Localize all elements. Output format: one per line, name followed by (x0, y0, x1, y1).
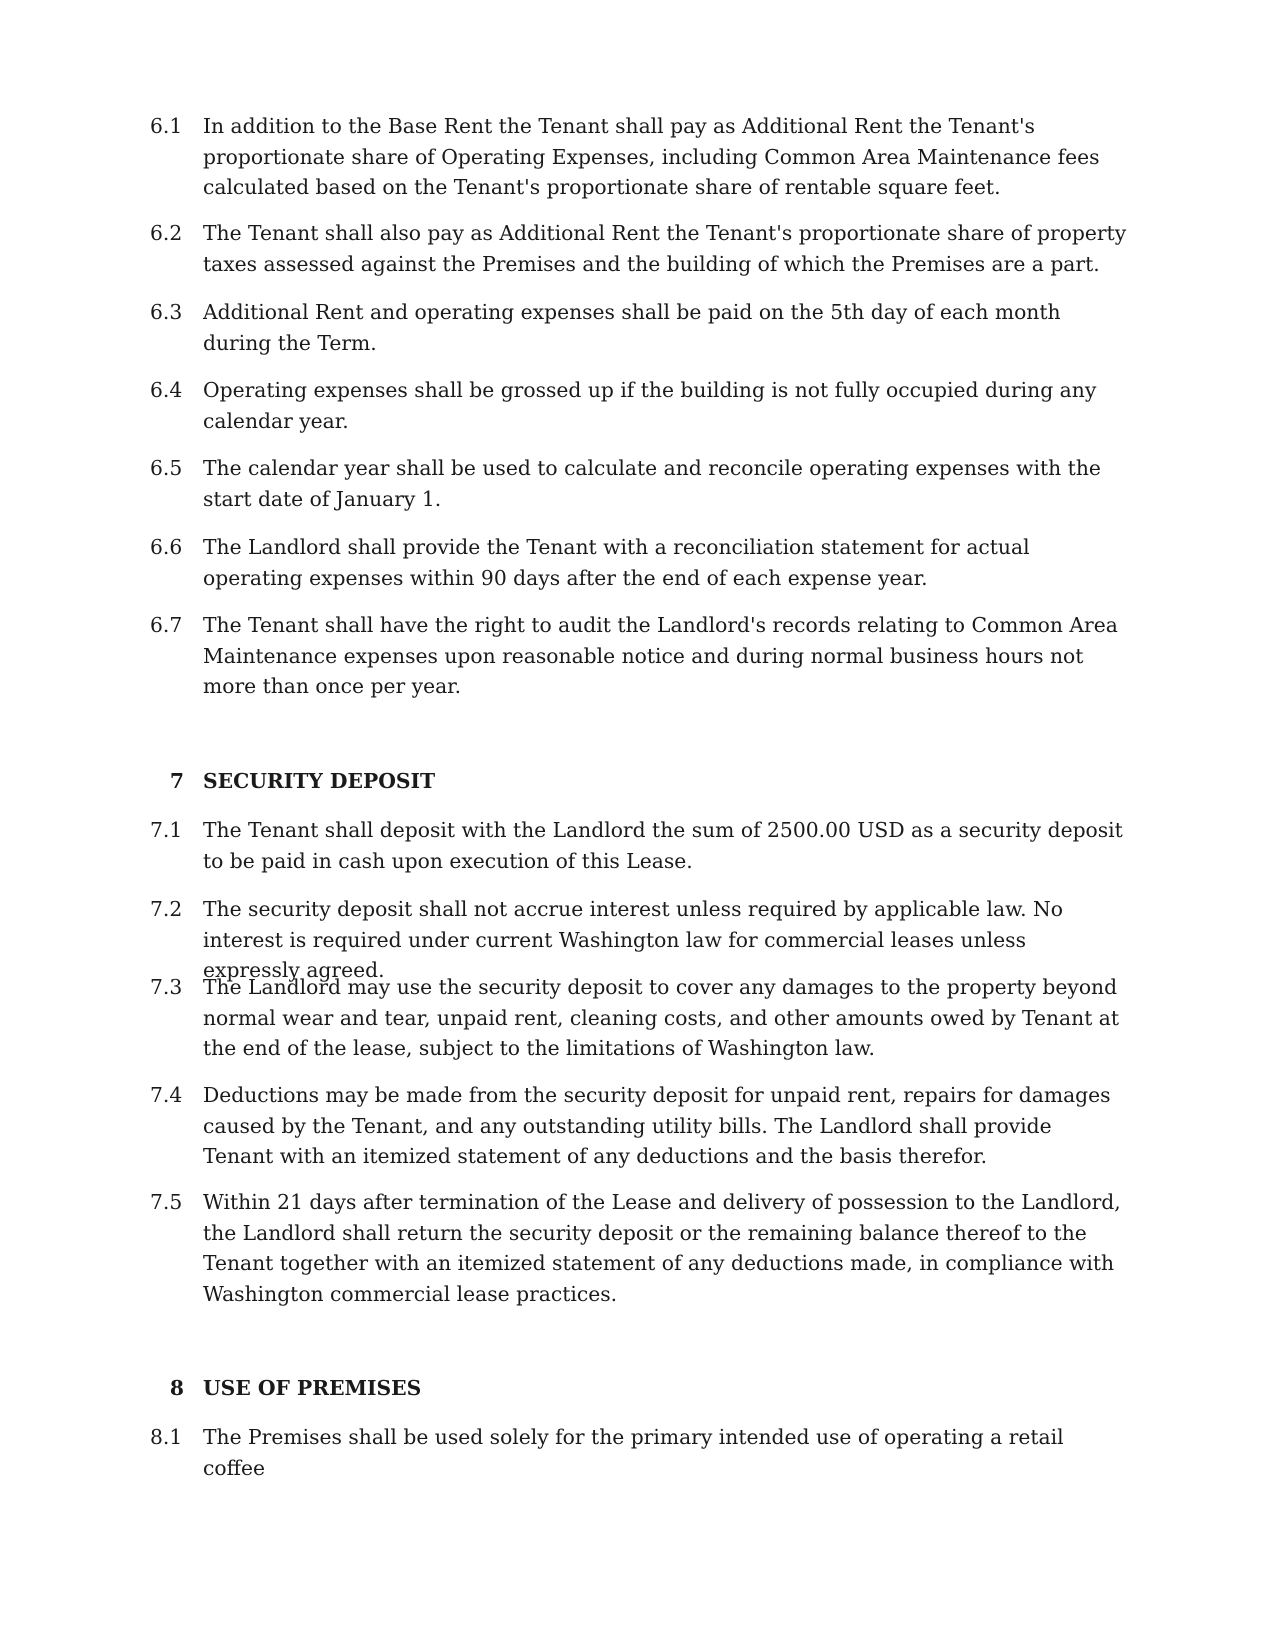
clause-number: 7.2 (150, 897, 183, 921)
clause-text: The Landlord may use the security deposit to cover any damages to the property beyond normal wear and tear, unpaid rent, cleaning costs, and other amounts owed by Tenant at the end of the lease, subject to the limitations of Washington law. (203, 975, 1120, 1060)
clause-6-6 (150, 532, 1130, 593)
clause-number: 6.5 (150, 456, 183, 480)
clause-number: 6.6 (150, 535, 183, 559)
clause-number: 7.4 (150, 1083, 183, 1107)
clause-number: 6.1 (150, 114, 183, 138)
section-title: USE OF PREMISES (203, 1376, 422, 1400)
clause-number: 7.5 (150, 1190, 183, 1214)
clause-text: The Tenant shall also pay as Additional Rent the Tenant's proportionate share of property taxes assessed against the Premises and the building of which the Premises are a part. (203, 221, 1127, 276)
clause-6-5 (150, 453, 1130, 514)
clause-number: 6.4 (150, 378, 183, 402)
section-number: 7 (169, 769, 184, 793)
clause-6-7 (150, 610, 1130, 702)
section-title: SECURITY DEPOSIT (203, 769, 436, 793)
clause-number: 6.3 (150, 300, 183, 324)
clause-6-1 (150, 111, 1130, 203)
clause-6-3 (150, 297, 1130, 358)
clause-text: In addition to the Base Rent the Tenant shall pay as Additional Rent the Tenant's proportionate share of Operating Expenses, including Common Area Maintenance fees calculated based on the Tenant's proportionate share of rentable square feet. (203, 114, 1100, 199)
clause-text: The calendar year shall be used to calculate and reconcile operating expenses with the start date of January 1. (203, 456, 1101, 511)
section-heading-security-deposit (150, 766, 1130, 797)
clause-text: Within 21 days after termination of the Lease and delivery of possession to the Landlord, the Landlord shall return the security deposit or the remaining balance thereof to the Tenant together with an itemized statement of any deductions made, in compliance with Washington commercial lease practices. (203, 1190, 1121, 1306)
clause-text: The security deposit shall not accrue interest unless required by applicable law. No interest is required under current Washington law for commercial leases unless expressly agreed. (203, 897, 1063, 982)
clause-7-1 (150, 815, 1130, 876)
clause-8-1 (150, 1422, 1130, 1483)
clause-6-4 (150, 375, 1130, 436)
clause-number: 8.1 (150, 1425, 183, 1449)
clause-text: Operating expenses shall be grossed up if the building is not fully occupied during any calendar year. (203, 378, 1097, 433)
clause-text: The Tenant shall deposit with the Landlord the sum of 2500.00 USD as a security deposit to be paid in cash upon execution of this Lease. (203, 818, 1123, 873)
clause-text: Additional Rent and operating expenses shall be paid on the 5th day of each month during the Term. (203, 300, 1061, 355)
section-number: 8 (169, 1376, 184, 1400)
clause-number: 6.7 (150, 613, 183, 637)
clause-7-5 (150, 1187, 1130, 1309)
section-heading-use-of-premises (150, 1373, 1130, 1404)
clause-number: 7.3 (150, 975, 183, 999)
clause-text: The Premises shall be used solely for the primary intended use of operating a retail coffee (203, 1425, 1064, 1480)
clause-number: 6.2 (150, 221, 183, 245)
clause-text: The Landlord shall provide the Tenant with a reconciliation statement for actual operating expenses within 90 days after the end of each expense year. (203, 535, 1030, 590)
clause-6-2 (150, 218, 1130, 279)
clause-7-4 (150, 1080, 1130, 1172)
clause-text: Deductions may be made from the security deposit for unpaid rent, repairs for damages caused by the Tenant, and any outstanding utility bills. The Landlord shall provide Tenant with an itemized statement of any deductions and the basis therefor. (203, 1083, 1111, 1168)
clause-number: 7.1 (150, 818, 183, 842)
clause-7-3 (150, 972, 1130, 1064)
clause-text: The Tenant shall have the right to audit the Landlord's records relating to Common Area Maintenance expenses upon reasonable notice and during normal business hours not more than once per year. (203, 613, 1118, 698)
